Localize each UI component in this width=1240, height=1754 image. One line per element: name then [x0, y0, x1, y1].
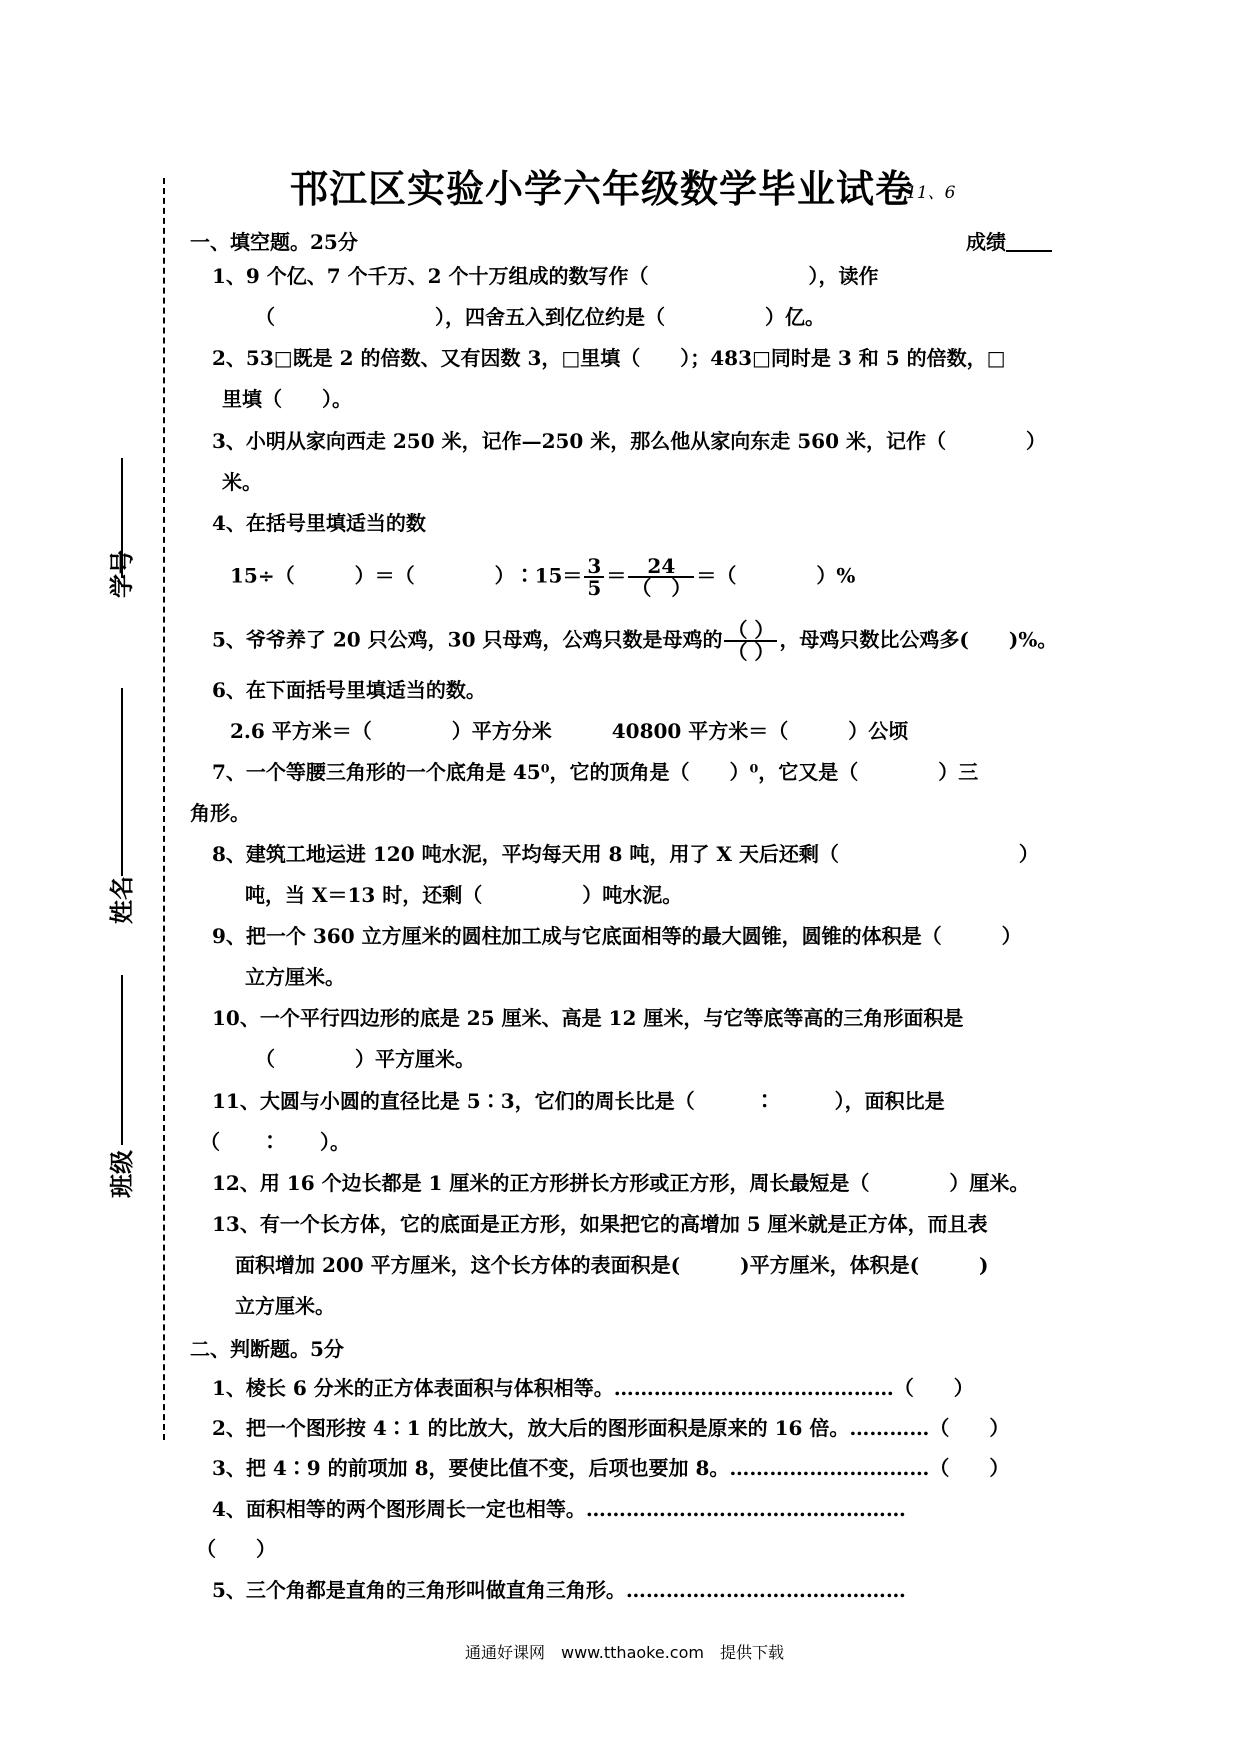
question-8-line-1: 8、建筑工地运进 120 吨水泥，平均每天用 8 吨，用了 X 天后还剩（ ）: [212, 842, 1039, 866]
judgment-4-line-2: （ ）: [196, 1537, 276, 1561]
question-4-line-1: 4、在括号里填适当的数: [212, 511, 426, 535]
question-13-line-1: 13、有一个长方体，它的底面是正方形，如果把它的高增加 5 厘米就是正方体，而且表: [212, 1212, 988, 1236]
equals-sign: ＝: [606, 563, 627, 588]
fraction-denominator: （ ）: [631, 576, 692, 600]
section-heading-true-false: 二、判断题。5分: [190, 1337, 344, 1361]
score-blank[interactable]: [1006, 230, 1052, 252]
class-underline: [121, 975, 123, 1145]
question-5-part-1: 5、爷爷养了 20 只公鸡，30 只母鸡，公鸡只数是母鸡的: [212, 627, 723, 652]
judgment-5: 5、三个角都是直角的三角形叫做直角三角形。……………………………………: [212, 1578, 906, 1602]
footer-source: 通通好课网 www.tthaoke.com 提供下载: [465, 1643, 784, 1662]
question-5-part-2: ，母鸡只数比公鸡多( )%。: [779, 627, 1058, 652]
question-3-line-1: 3、小明从家向西走 250 米，记作—250 米，那么他从家向东走 560 米，记作（ ）: [212, 429, 1046, 453]
fraction-numerator: 3: [584, 556, 604, 578]
question-10-line-1: 10、一个平行四边形的底是 25 厘米、高是 12 厘米，与它等底等高的三角形面积是: [212, 1006, 964, 1030]
question-1-line-1: 1、9 个亿、7 个千万、2 个十万组成的数写作（ ），读作: [212, 264, 879, 288]
question-7-line-1: 7、一个等腰三角形的一个底角是 45⁰，它的顶角是（ ）⁰，它又是（ ）三: [212, 760, 979, 784]
fraction-numerator: （ ）: [724, 620, 777, 642]
question-5: [212, 620, 1057, 662]
question-8-line-2: 吨，当 X＝13 时，还剩（ ）吨水泥。: [245, 883, 683, 907]
question-3-line-2: 米。: [222, 470, 262, 494]
judgment-2: 2、把一个图形按 4∶1 的比放大，放大后的图形面积是原来的 16 倍。…………（ ）: [212, 1416, 1010, 1440]
title-date: 11、6: [906, 183, 956, 203]
judgment-4-line-1: 4、面积相等的两个图形周长一定也相等。…………………………………………: [212, 1497, 906, 1521]
judgment-3: 3、把 4∶9 的前项加 8，要使比值不变，后项也要加 8。…………………………（ ）: [212, 1456, 1010, 1480]
question-2-line-2: 里填（ ）。: [222, 387, 352, 411]
question-13-line-3: 立方厘米。: [235, 1294, 335, 1318]
question-6-line-2: 2.6 平方米＝（ ）平方分米 40800 平方米＝（ ）公顷: [230, 719, 909, 743]
question-4-equation: [230, 556, 855, 598]
question-4-part-1: 15÷（ ）＝（ ）∶15＝: [230, 563, 583, 588]
question-1-line-2: （ ），四舍五入到亿位约是（ ）亿。: [255, 305, 825, 329]
fraction-numerator: 24: [628, 556, 694, 578]
question-13-line-2: 面积增加 200 平方厘米，这个长方体的表面积是( )平方厘米，体积是( ): [235, 1253, 989, 1277]
judgment-1: 1、棱长 6 分米的正方体表面积与体积相等。……………………………………（ ）: [212, 1376, 974, 1400]
name-label: 姓名: [107, 876, 136, 924]
fraction-3-5: [584, 556, 604, 598]
score-field: [966, 226, 1052, 255]
fraction-blank: [724, 620, 777, 662]
score-label: 成绩: [966, 230, 1006, 254]
student-id-label: 学号: [107, 550, 136, 598]
question-9-line-1: 9、把一个 360 立方厘米的圆柱加工成与它底面相等的最大圆锥，圆锥的体积是（ ）: [212, 924, 1022, 948]
fraction-denominator: 5: [587, 576, 602, 600]
question-9-line-2: 立方厘米。: [245, 965, 345, 989]
question-11-line-1: 11、大圆与小圆的直径比是 5∶3，它们的周长比是（ ∶ ），面积比是: [212, 1089, 945, 1113]
fraction-24-blank: [628, 556, 694, 598]
page-title: 邗江区实验小学六年级数学毕业试卷: [290, 166, 915, 211]
question-7-line-2: 角形。: [190, 801, 250, 825]
question-12: 12、用 16 个边长都是 1 厘米的正方形拼长方形或正方形，周长最短是（ ）厘米。: [212, 1171, 1030, 1195]
class-label: 班级: [107, 1150, 136, 1198]
question-6-line-1: 6、在下面括号里填适当的数。: [212, 678, 486, 702]
fraction-denominator: （ ）: [727, 640, 775, 664]
name-underline: [121, 688, 123, 876]
question-2-line-1: 2、53□既是 2 的倍数、又有因数 3，□里填（ ）；483□同时是 3 和 5 的倍数，□: [212, 346, 1006, 370]
question-11-line-2: （ ∶ ）。: [200, 1130, 350, 1154]
question-10-line-2: （ ）平方厘米。: [255, 1047, 475, 1071]
question-4-part-2: ＝（ ）%: [696, 563, 856, 588]
section-heading-fill-in: 一、填空题。25分: [190, 230, 358, 254]
binding-dashed-line: [163, 178, 165, 1440]
